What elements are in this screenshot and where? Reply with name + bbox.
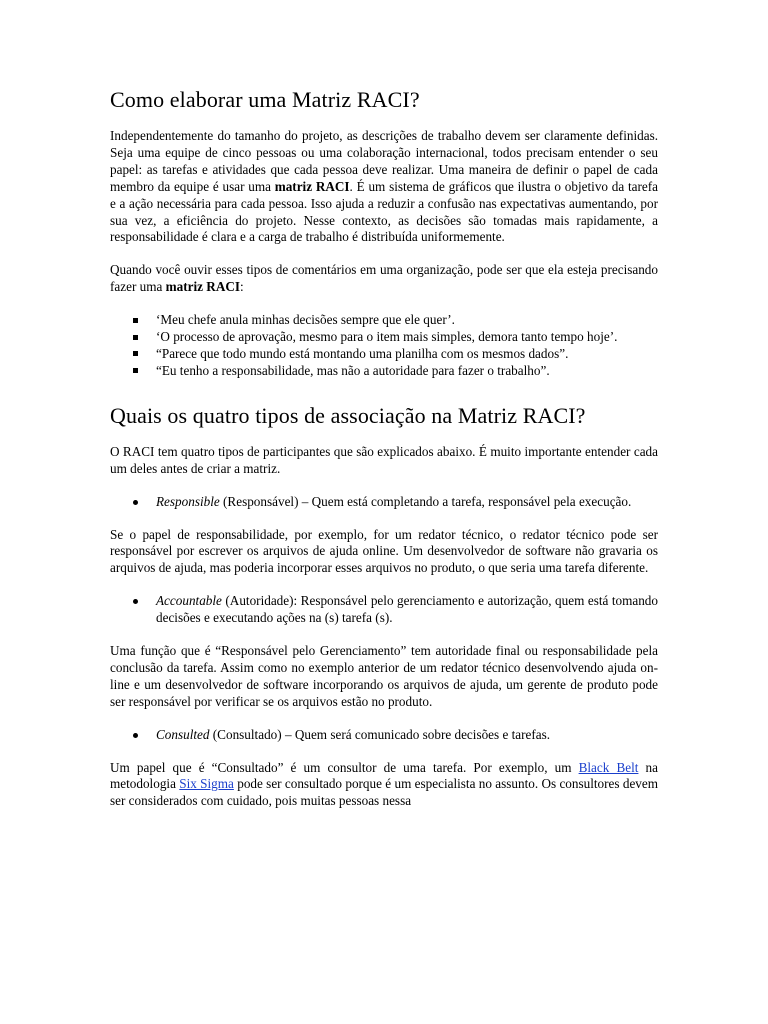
quote-text: ‘O processo de aprovação, mesmo para o item mais simples, demora tanto tempo hoje’. xyxy=(156,329,618,345)
comments-colon: : xyxy=(240,279,244,295)
role-term: Consulted xyxy=(156,726,210,742)
quote-text: “Parece que todo mundo está montando uma planilha com os mesmos dados”. xyxy=(156,345,569,361)
list-item xyxy=(110,494,658,511)
consulted-paragraph xyxy=(110,760,658,811)
list-item xyxy=(110,346,658,363)
intro-paragraph xyxy=(110,128,658,246)
list-item xyxy=(110,727,658,744)
round-bullet-icon xyxy=(133,599,138,604)
comments-paragraph xyxy=(110,262,658,296)
consulted-text-mid: na metodologia xyxy=(110,759,658,792)
role-description: (Responsável) – Quem está completando a tarefa, responsável pela execução. xyxy=(219,493,632,509)
square-bullet-icon xyxy=(133,335,138,340)
round-bullet-icon xyxy=(133,733,138,738)
bold-matriz-raci: matriz RACI xyxy=(165,279,240,295)
heading-como-elaborar: Como elaborar uma Matriz RACI? xyxy=(110,87,420,112)
list-item xyxy=(110,329,658,346)
heading-quatro-tipos: Quais os quatro tipos de associação na Matriz RACI? xyxy=(110,402,586,428)
role-list-consulted xyxy=(110,727,658,744)
consulted-text: Um papel que é “Consultado” é um consultor de uma tarefa. Por exemplo, um xyxy=(110,759,579,775)
list-item xyxy=(110,363,658,380)
bold-matriz-raci: matriz RACI xyxy=(274,178,350,194)
role-description: (Consultado) – Quem será comunicado sobre decisões e tarefas. xyxy=(209,726,551,742)
role-list-accountable xyxy=(110,593,658,627)
accountable-paragraph: Uma função que é “Responsável pelo Gerenciamento” tem autoridade final ou responsabilidade pela conclusão da tarefa. Assim como no exemplo anterior de um redator técnico desenvolvendo ajuda on-line e um desenvolvedor de software incorporando os arquivos de ajuda, um gerente de produto pode ser responsável por verificar se os arquivos estão no produto. xyxy=(110,643,658,709)
role-term: Accountable xyxy=(156,593,222,609)
comments-text: Quando você ouvir esses tipos de comentários em uma organização, pode ser que ela esteja precisando fazer uma xyxy=(110,262,658,295)
intro-text: Independentemente do tamanho do projeto, as descrições de trabalho devem ser claramente definidas. Seja uma equipe de cinco pessoas ou uma colaboração internacional, todos precisam entender o seu papel: as tarefas e atividades que cada pessoa deve realizar. Uma maneira de definir o papel de cada membro da equipe é usar uma xyxy=(110,128,658,194)
quotes-list xyxy=(110,312,658,380)
quote-text: “Eu tenho a responsabilidade, mas não a autoridade para fazer o trabalho”. xyxy=(156,362,550,378)
role-term: Responsible xyxy=(156,493,220,509)
list-item xyxy=(110,312,658,329)
consulted-text-end: pode ser consultado porque é um especialista no assunto. Os consultores devem ser considerados com cuidado, pois muitas pessoas nessa xyxy=(110,776,658,809)
types-paragraph: O RACI tem quatro tipos de participantes que são explicados abaixo. É muito importante entender cada um deles antes de criar a matriz. xyxy=(110,443,658,476)
square-bullet-icon xyxy=(133,318,138,323)
quote-text: ‘Meu chefe anula minhas decisões sempre que ele quer’. xyxy=(156,312,455,328)
black-belt-link[interactable]: Black Belt xyxy=(578,759,639,775)
square-bullet-icon xyxy=(133,368,138,373)
list-item xyxy=(110,593,658,627)
six-sigma-link[interactable]: Six Sigma xyxy=(179,776,234,792)
role-description: (Autoridade): Responsável pelo gerenciamento e autorização, quem está tomando decisões e executando ações na (s) tarefa (s). xyxy=(156,593,658,626)
square-bullet-icon xyxy=(133,351,138,356)
responsible-paragraph: Se o papel de responsabilidade, por exemplo, for um redator técnico, o redator técnico pode ser responsável por escrever os arquivos de ajuda online. Um desenvolvedor de software não gravaria os arquivos de ajuda, mas poderia incorporar esses arquivos no produto, o que seria uma tarefa diferente. xyxy=(110,526,658,576)
intro-text-cont: . É um sistema de gráficos que ilustra o objetivo da tarefa e a ação necessária para cada pessoa. Isso ajuda a reduzir a confusão nas expectativas aumentando, por sua vez, a eficiência do projeto. Nesse contexto, as decisões são tomadas mais rapidamente, a responsabilidade é clara e a carga de trabalho é distribuída uniformemente. xyxy=(110,178,659,245)
round-bullet-icon xyxy=(133,500,138,505)
document-page xyxy=(110,86,658,810)
role-list-responsible xyxy=(110,494,658,511)
